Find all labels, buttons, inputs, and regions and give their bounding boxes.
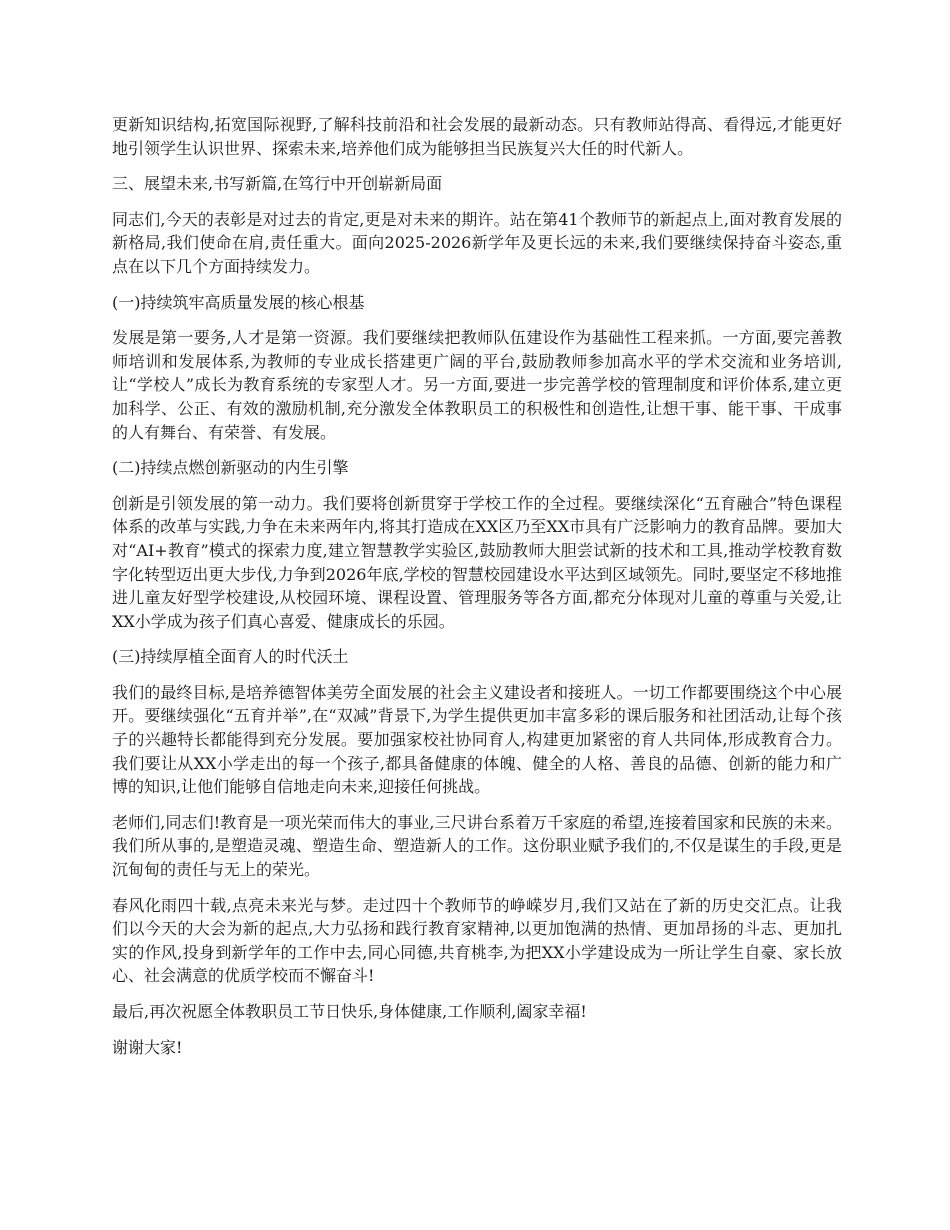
body-paragraph: 我们的最终目标,是培养德智体美劳全面发展的社会主义建设者和接班人。一切工作都要围绕这个中心展开。要继续强化“五育并举”,在“双减”背景下,为学生提供更加丰富多彩的课后服务和社团活动,让每个孩子的兴趣特长都能得到充分发展。要加强家校社协同育人,构建更加紧密的育人共同体,形成教育合力。我们要让从XX小学走出的每一个孩子,都具备健康的体魄、健全的人格、善良的品德、创新的能力和广博的知识,让他们能够自信地走向未来,迎接任何挑战。 bbox=[112, 682, 842, 797]
subsection-heading: (一)持续筑牢高质量发展的核心根基 bbox=[112, 292, 365, 312]
body-paragraph: 同志们,今天的表彰是对过去的肯定,更是对未来的期许。站在第41个教师节的新起点上,面对教育发展的新格局,我们使命在肩,责任重大。面向2025-2026新学年及更长远的未来,我们要继续保持奋斗姿态,重点在以下几个方面持续发力。 bbox=[112, 209, 842, 276]
body-paragraph: 创新是引领发展的第一动力。我们要将创新贯穿于学校工作的全过程。要继续深化“五育融合”特色课程体系的改革与实践,力争在未来两年内,将其打造成在XX区乃至XX市具有广泛影响力的教育品牌。要加大对“AI+教育”模式的探索力度,建立智慧教学实验区,鼓励教师大胆尝试新的技术和工具,推动学校教育数字化转型迈出更大步伐,力争到2026年底,学校的智慧校园建设水平达到区域领先。同时,要坚定不移地推进儿童友好型学校建设,从校园环境、课程设置、管理服务等各方面,都充分体现对儿童的尊重与关爱,让XX小学成为孩子们真心喜爱、健康成长的乐园。 bbox=[112, 493, 842, 631]
subsection-heading: (二)持续点燃创新驱动的内生引擎 bbox=[112, 458, 349, 478]
closing-thanks: 谢谢大家! bbox=[112, 1037, 183, 1057]
body-paragraph: 老师们,同志们!教育是一项光荣而伟大的事业,三尺讲台系着万千家庭的希望,连接着国家和民族的未来。我们所从事的,是塑造灵魂、塑造生命、塑造新人的工作。这份职业赋予我们的,不仅是谋生的手段,更是沉甸甸的责任与无上的荣光。 bbox=[112, 812, 842, 880]
subsection-heading: (三)持续厚植全面育人的时代沃土 bbox=[112, 647, 349, 667]
section-heading: 三、展望未来,书写新篇,在笃行中开创崭新局面 bbox=[112, 174, 443, 194]
body-paragraph: 春风化雨四十载,点亮未来光与梦。走过四十个教师节的峥嵘岁月,我们又站在了新的历史交汇点。让我们以今天的大会为新的起点,大力弘扬和践行教育家精神,以更加饱满的热情、更加昂扬的斗志、更加扎实的作风,投身到新学年的工作中去,同心同德,共育桃李,为把XX小学建设成为一所让学生自豪、家长放心、社会满意的优质学校而不懈奋斗! bbox=[112, 895, 842, 986]
body-paragraph: 更新知识结构,拓宽国际视野,了解科技前沿和社会发展的最新动态。只有教师站得高、看得远,才能更好地引领学生认识世界、探索未来,培养他们成为能够担当民族复兴大任的时代新人。 bbox=[112, 115, 842, 158]
body-paragraph: 发展是第一要务,人才是第一资源。我们要继续把教师队伍建设作为基础性工程来抓。一方面,要完善教师培训和发展体系,为教师的专业成长搭建更广阔的平台,鼓励教师参加高水平的学术交流和业务培训,让“学校人”成长为教育系统的专家型人才。另一方面,要进一步完善学校的管理制度和评价体系,建立更加科学、公正、有效的激励机制,充分激发全体教职员工的积极性和创造性,让想干事、能干事、干成事的人有舞台、有荣誉、有发展。 bbox=[112, 328, 842, 442]
document-page bbox=[112, 113, 842, 1071]
closing-wishes: 最后,再次祝愿全体教职员工节日快乐,身体健康,工作顺利,阖家幸福! bbox=[112, 1002, 587, 1021]
